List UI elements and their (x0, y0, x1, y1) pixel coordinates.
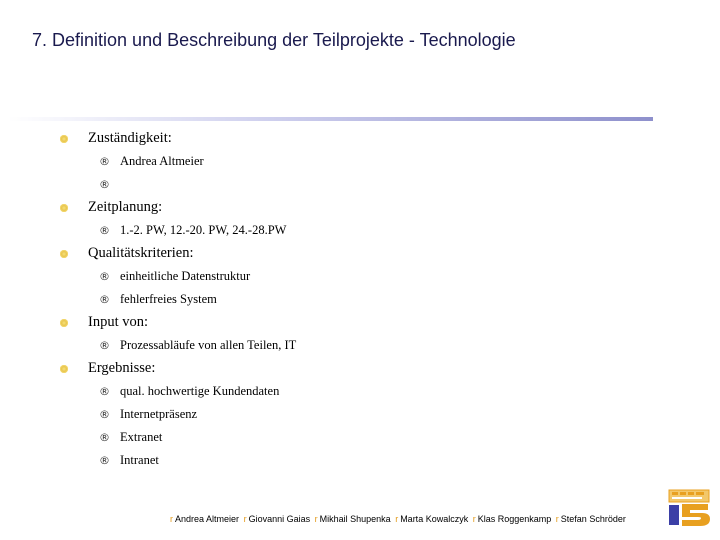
list-item (60, 265, 660, 288)
footer-author: Stefan Schröder (560, 514, 626, 524)
list-item-text: fehlerfreies System (120, 292, 217, 306)
bullet-icon (60, 365, 68, 373)
section-heading-text: Zeitplanung: (88, 199, 163, 215)
section-heading-text: Qualitätskriterien: (88, 245, 194, 261)
list-item-text: 1.-2. PW, 12.-20. PW, 24.-28.PW (120, 223, 287, 237)
footer-separator: r (395, 514, 399, 524)
footer-author: Klas Roggenkamp (477, 514, 552, 524)
sub-bullet-icon: ® (99, 454, 110, 467)
footer-authors (168, 514, 626, 524)
list-item (60, 150, 660, 173)
footer-separator: r (314, 514, 318, 524)
list-item (60, 173, 660, 196)
section-heading-zeitplanung (60, 196, 660, 219)
list-item (60, 288, 660, 311)
title-divider (8, 117, 653, 121)
sub-bullet-icon: ® (99, 385, 110, 398)
section-heading-text: Input von: (88, 314, 149, 330)
sub-bullet-icon: ® (99, 224, 110, 237)
slide-content (60, 127, 660, 472)
section-heading-input (60, 311, 660, 334)
bullet-icon (60, 204, 68, 212)
bullet-icon (60, 319, 68, 327)
footer-separator: r (472, 514, 476, 524)
list-item-text: Prozessabläufe von allen Teilen, IT (120, 338, 297, 352)
section-heading-zustaendigkeit (60, 127, 660, 150)
sub-bullet-icon: ® (99, 293, 110, 306)
list-item (60, 334, 660, 357)
list-item-text: Internetpräsenz (120, 407, 198, 421)
footer-author: Andrea Altmeier (175, 514, 240, 524)
sub-bullet-icon: ® (99, 408, 110, 421)
list-item-text: Andrea Altmeier (120, 154, 204, 168)
section-heading-text: Ergebnisse: (88, 360, 156, 376)
list-item-text: qual. hochwertige Kundendaten (120, 384, 280, 398)
section-heading-ergebnisse (60, 357, 660, 380)
list-item-text: Extranet (120, 430, 163, 444)
bullet-icon (60, 250, 68, 258)
footer-separator: r (555, 514, 559, 524)
sub-bullet-icon: ® (99, 431, 110, 444)
sub-bullet-icon: ® (99, 270, 110, 283)
list-item (60, 449, 660, 472)
list-item-text: einheitliche Datenstruktur (120, 269, 251, 283)
list-item (60, 380, 660, 403)
list-item (60, 219, 660, 242)
section-heading-qualitaetskriterien (60, 242, 660, 265)
footer-author: Mikhail Shupenka (319, 514, 391, 524)
sub-bullet-icon: ® (99, 155, 110, 168)
sub-bullet-icon: ® (99, 178, 110, 191)
team-5-logo-icon (668, 488, 712, 528)
footer-author: Marta Kowalczyk (400, 514, 469, 524)
bullet-icon (60, 135, 68, 143)
footer-separator: r (170, 514, 173, 524)
slide-title: 7. Definition und Beschreibung der Teilprojekte - Technologie (32, 30, 516, 50)
footer-separator: r (243, 514, 247, 524)
list-item (60, 403, 660, 426)
list-item-text: Intranet (120, 453, 159, 467)
list-item (60, 426, 660, 449)
footer-author: Giovanni Gaias (248, 514, 311, 524)
section-heading-text: Zuständigkeit: (88, 130, 172, 146)
sub-bullet-icon: ® (99, 339, 110, 352)
